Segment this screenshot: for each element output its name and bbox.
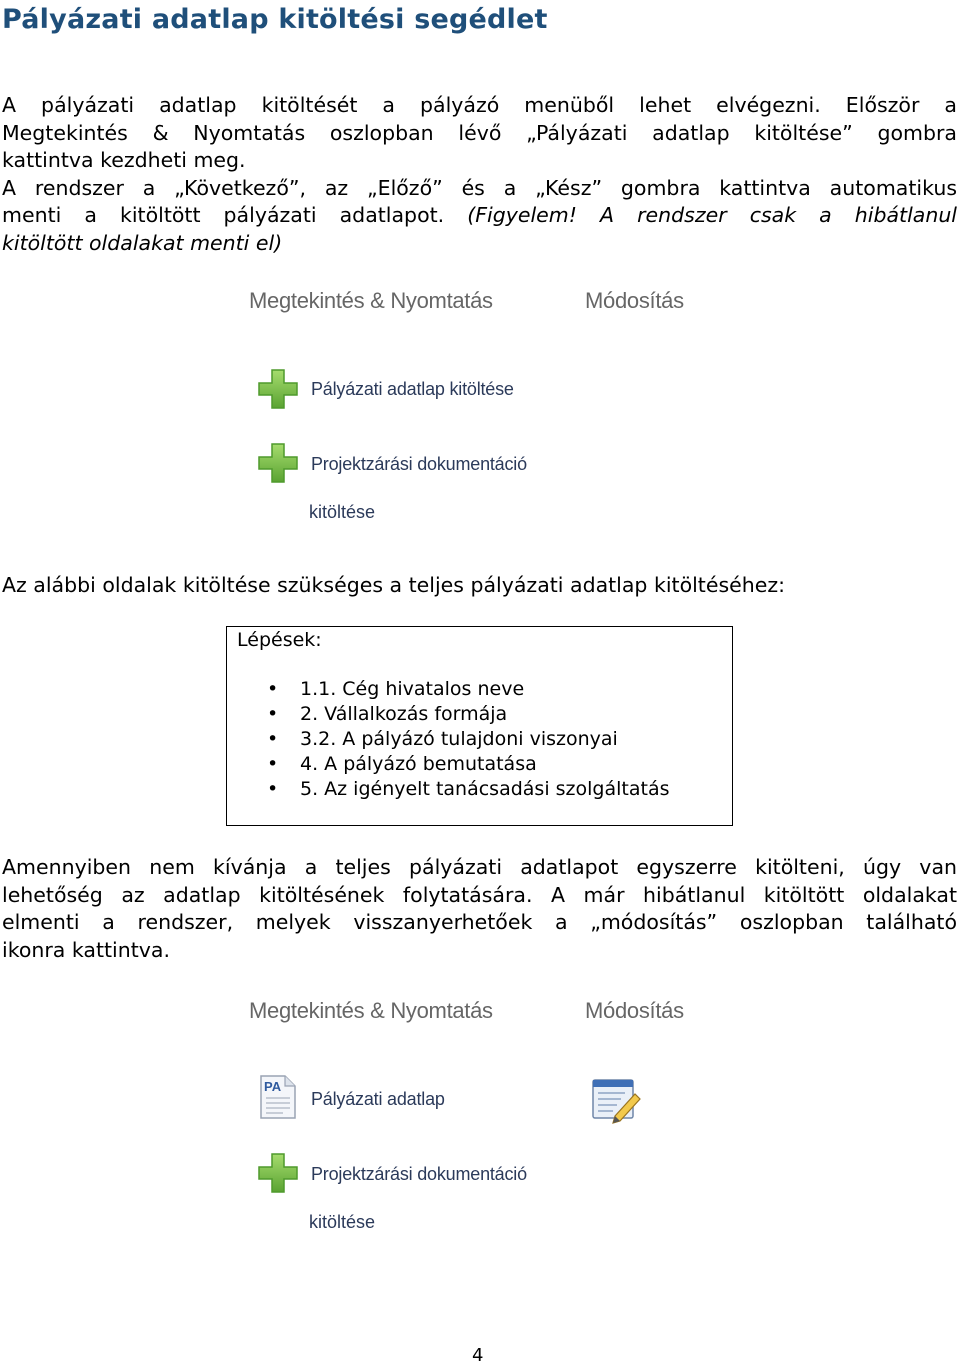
- fill-application-button[interactable]: [257, 368, 514, 410]
- application-sheet-label: Pályázati adatlap: [311, 1089, 445, 1109]
- warning-text: kitöltött oldalakat menti el): [2, 230, 283, 255]
- continue-paragraph: [2, 854, 957, 964]
- page-title: Pályázati adatlap kitöltési segédlet: [2, 4, 548, 35]
- project-closing-doc-label-2: kitöltése: [309, 502, 376, 522]
- plus-icon: [257, 368, 299, 410]
- fill-application-label: Pályázati adatlap kitöltése: [311, 379, 514, 399]
- text-line: lehetőség az adatlap kitöltésének folytatására. A már hibátlanul kitöltött oldalakat: [2, 882, 957, 907]
- menu-screenshot-2: [245, 990, 715, 1240]
- intro-paragraph: [2, 92, 957, 257]
- page-number: 4: [472, 1345, 484, 1366]
- text-line: kattintva kezdheti meg.: [2, 148, 246, 172]
- document-icon-text: PA: [264, 1079, 282, 1094]
- steps-list: [227, 677, 669, 802]
- text-line: Megtekintés & Nyomtatás oszlopban lévő „Pályázati adatlap kitöltése” gombra: [2, 120, 957, 145]
- text-line: A pályázati adatlap kitöltését a pályázó menüből lehet elvégezni. Először a: [2, 93, 957, 117]
- column-header-modify: Módosítás: [585, 288, 684, 313]
- project-closing-doc-label: Projektzárási dokumentáció: [311, 454, 527, 474]
- edit-button[interactable]: [591, 1076, 641, 1124]
- text-line: [2, 202, 957, 230]
- project-closing-doc-button[interactable]: [257, 1152, 557, 1232]
- project-closing-doc-label: Projektzárási dokumentáció: [311, 1164, 527, 1184]
- list-item: • 3.2. A pályázó tulajdoni viszonyai: [300, 727, 669, 752]
- steps-box: [226, 626, 733, 826]
- list-item: • 5. Az igényelt tanácsadási szolgáltatás: [300, 777, 669, 802]
- plus-icon: [257, 1152, 299, 1194]
- list-item: • 2. Vállalkozás formája: [300, 702, 669, 727]
- text-segment: menti a kitöltött pályázati adatlapot.: [2, 203, 468, 227]
- warning-text: (Figyelem! A rendszer csak a hibátlanul: [467, 203, 958, 227]
- edit-form-icon: [591, 1076, 641, 1124]
- application-sheet-link[interactable]: [257, 1074, 445, 1120]
- text-line: Amennyiben nem kívánja a teljes pályázati adatlapot egyszerre kitölteni, úgy van: [2, 855, 957, 879]
- project-closing-doc-label-2: kitöltése: [309, 1212, 376, 1232]
- steps-heading: Lépések:: [237, 629, 322, 651]
- project-closing-doc-button[interactable]: [257, 442, 557, 522]
- plus-icon: [257, 442, 299, 484]
- list-item: • 1.1. Cég hivatalos neve: [300, 677, 669, 702]
- document-icon: [257, 1074, 299, 1120]
- steps-intro: Az alábbi oldalak kitöltése szükséges a teljes pályázati adatlap kitöltéséhez:: [2, 573, 786, 597]
- text-line: ikonra kattintva.: [2, 937, 170, 962]
- menu-screenshot-1: [245, 280, 715, 530]
- column-header-view-print: Megtekintés & Nyomtatás: [249, 998, 493, 1023]
- text-line: A rendszer a „Következő”, az „Előző” és a „Kész” gombra kattintva automatikus: [2, 175, 957, 200]
- column-header-modify: Módosítás: [585, 998, 684, 1023]
- text-line: elmenti a rendszer, melyek visszanyerhetőek a „módosítás” oszlopban található: [2, 910, 957, 934]
- list-item: • 4. A pályázó bemutatása: [300, 752, 669, 777]
- column-header-view-print: Megtekintés & Nyomtatás: [249, 288, 493, 313]
